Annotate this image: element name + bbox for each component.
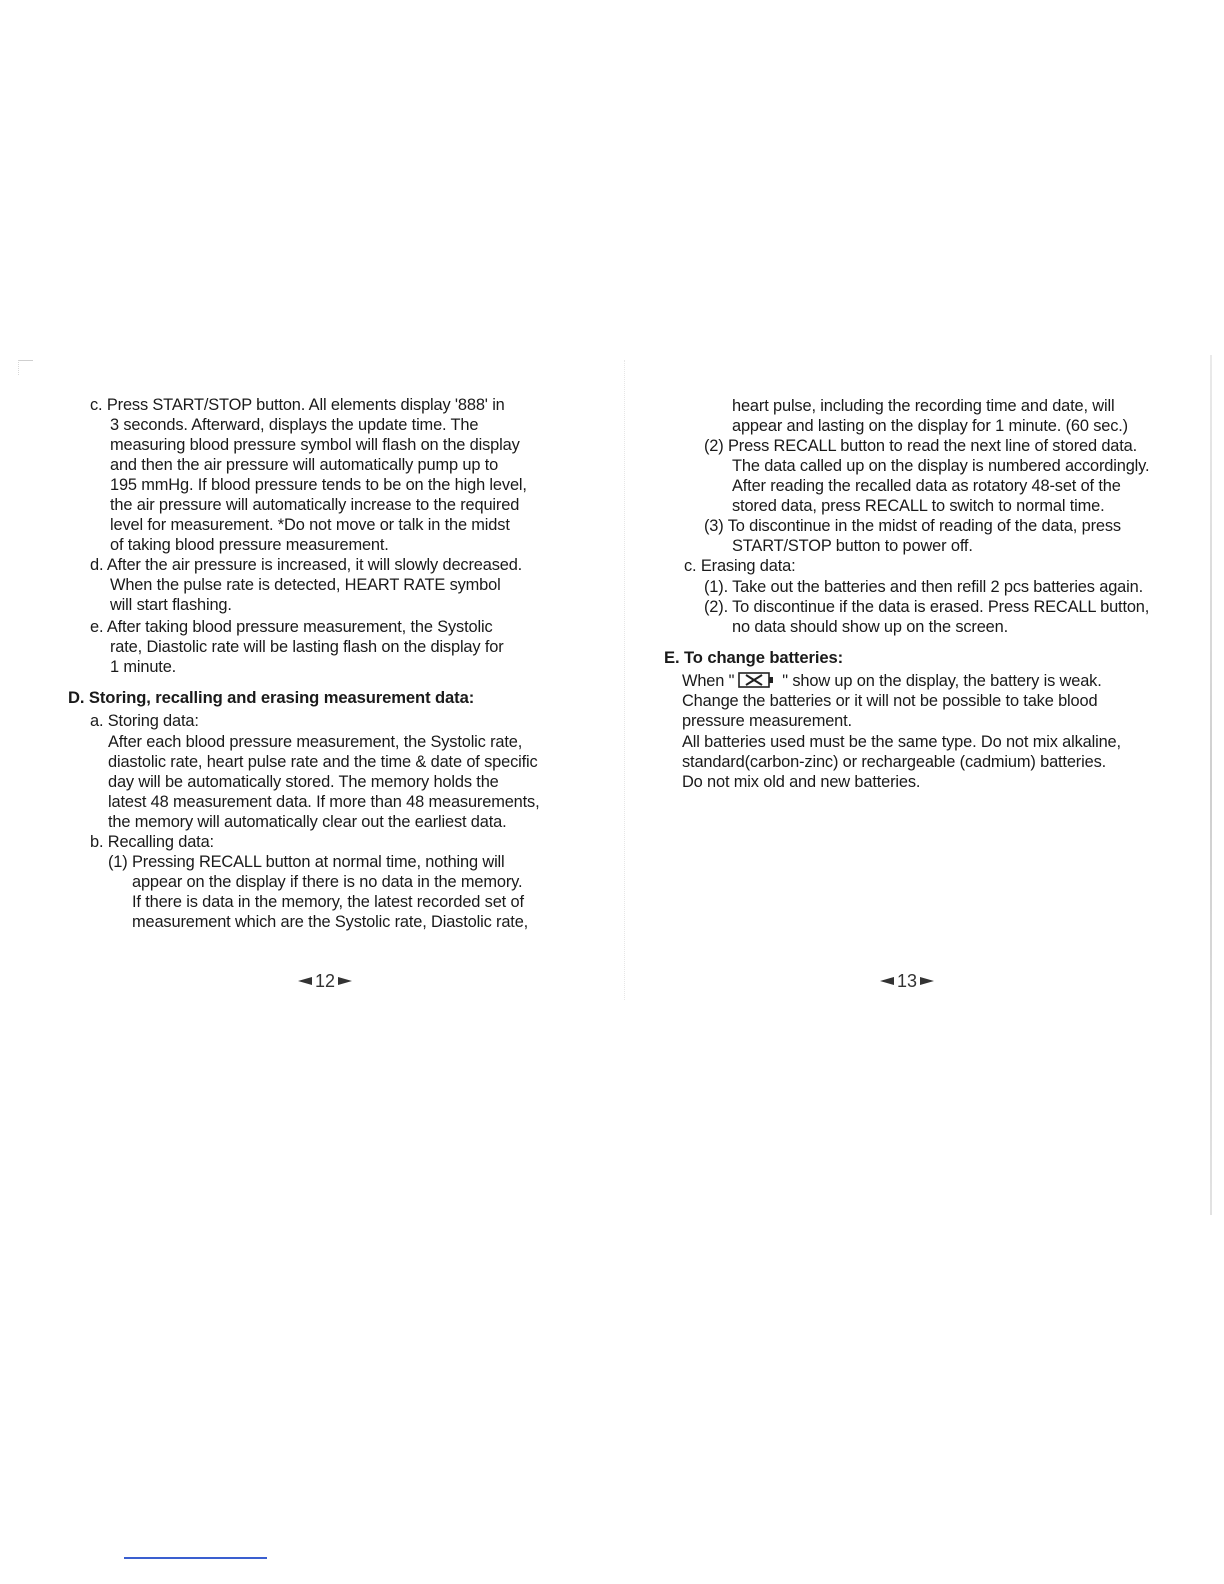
recall-step-3-line: START/STOP button to power off. [732, 537, 973, 555]
page-number [880, 970, 934, 992]
battery-warning-suffix: " show up on the display, the battery is weak. [782, 672, 1102, 690]
step-c-line: 195 mmHg. If blood pressure tends to be on the high level, [110, 476, 527, 494]
erasing-title: c. Erasing data: [684, 557, 796, 575]
step-e-line: 1 minute. [110, 658, 177, 676]
recall-step-2-line: (2) Press RECALL button to read the next line of stored data. [704, 437, 1138, 455]
arrow-right-icon [338, 977, 352, 985]
step-d-line: d. After the air pressure is increased, it will slowly decreased. [90, 556, 523, 574]
battery-warning-prefix: When " [682, 672, 735, 690]
step-d-line: When the pulse rate is detected, HEART RATE symbol [110, 576, 501, 594]
recall-step-2-line: stored data, press RECALL to switch to normal time. [732, 497, 1105, 515]
page-13 [612, 0, 1224, 1584]
battery-line: standard(carbon-zinc) or rechargeable (cadmium) batteries. [682, 753, 1107, 771]
recall-continuation-line: heart pulse, including the recording time and date, will [732, 397, 1115, 415]
step-e-line: e. After taking blood pressure measurement, the Systolic [90, 618, 493, 636]
recalling-line: (1) Pressing RECALL button at normal time, nothing will [108, 853, 505, 871]
erasing-line: (1). Take out the batteries and then refill 2 pcs batteries again. [704, 578, 1143, 596]
step-c-line: and then the air pressure will automatically pump up to [110, 456, 499, 474]
storing-line: latest 48 measurement data. If more than 48 measurements, [108, 793, 540, 811]
erasing-line: (2). To discontinue if the data is erased. Press RECALL button, [704, 598, 1150, 616]
recall-step-3-line: (3) To discontinue in the midst of reading of the data, press [704, 517, 1121, 535]
arrow-left-icon [880, 977, 894, 985]
battery-line: Change the batteries or it will not be possible to take blood [682, 692, 1098, 710]
storing-title: a. Storing data: [90, 712, 199, 730]
storing-line: the memory will automatically clear out the earliest data. [108, 813, 507, 831]
step-c-line: measuring blood pressure symbol will flash on the display [110, 436, 520, 454]
recalling-line: If there is data in the memory, the latest recorded set of [132, 893, 524, 911]
erasing-line: no data should show up on the screen. [732, 618, 1009, 636]
step-e-line: rate, Diastolic rate will be lasting flash on the display for [110, 638, 504, 656]
recalling-line: measurement which are the Systolic rate, Diastolic rate, [132, 913, 529, 931]
section-e-heading: E. To change batteries: [664, 648, 844, 667]
step-c-line: c. Press START/STOP button. All elements display '888' in [90, 396, 505, 414]
section-d-heading: D. Storing, recalling and erasing measurement data: [68, 688, 475, 707]
step-d-line: will start flashing. [110, 596, 232, 614]
battery-line: Do not mix old and new batteries. [682, 773, 921, 791]
arrow-right-icon [920, 977, 934, 985]
recalling-title: b. Recalling data: [90, 833, 214, 851]
storing-line: After each blood pressure measurement, the Systolic rate, [108, 733, 523, 751]
step-c-line: level for measurement. *Do not move or talk in the midst [110, 516, 510, 534]
recalling-line: appear on the display if there is no data in the memory. [132, 873, 523, 891]
recall-step-2-line: The data called up on the display is numbered accordingly. [732, 457, 1150, 475]
step-c-line: 3 seconds. Afterward, displays the update time. The [110, 416, 479, 434]
step-c-line: of taking blood pressure measurement. [110, 536, 389, 554]
arrow-left-icon [298, 977, 312, 985]
recall-step-2-line: After reading the recalled data as rotatory 48-set of the [732, 477, 1121, 495]
underline-mark [124, 1557, 267, 1559]
battery-line: All batteries used must be the same type. Do not mix alkaline, [682, 733, 1121, 751]
step-c-line: the air pressure will automatically increase to the required [110, 496, 520, 514]
page-number-text: 12 [315, 971, 336, 991]
storing-line: diastolic rate, heart pulse rate and the time & date of specific [108, 753, 538, 771]
page-number [298, 970, 352, 992]
page-number-text: 13 [897, 971, 918, 991]
recall-continuation-line: appear and lasting on the display for 1 minute. (60 sec.) [732, 417, 1128, 435]
storing-line: day will be automatically stored. The memory holds the [108, 773, 499, 791]
battery-line: pressure measurement. [682, 712, 852, 730]
